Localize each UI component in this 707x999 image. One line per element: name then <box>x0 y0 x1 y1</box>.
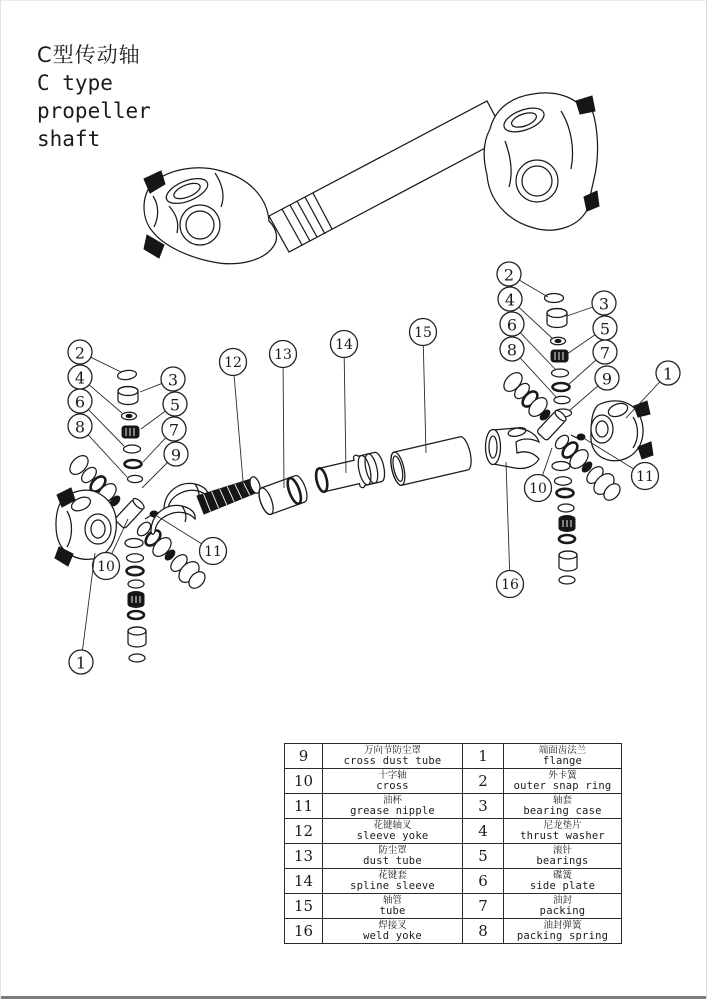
callout-number: 7 <box>168 420 180 440</box>
part-bearing-case <box>118 387 138 405</box>
callout-leader-line <box>91 357 121 372</box>
parts-table-row <box>285 819 622 844</box>
part-name-cell <box>504 769 622 794</box>
callout-number: 11 <box>204 544 222 560</box>
callout-3 <box>567 291 616 316</box>
part-name-chinese: 外卡簧 <box>548 770 577 781</box>
parts-table-row <box>285 769 622 794</box>
callout-number: 4 <box>74 368 86 388</box>
flange-yoke-right <box>591 401 653 461</box>
part-number-cell: 6 <box>463 869 504 894</box>
part-name-chinese: 轴套 <box>552 795 572 806</box>
callout-leader-line <box>283 368 284 489</box>
callout-number: 14 <box>335 337 353 353</box>
part-name-chinese: 防尘罩 <box>378 845 407 856</box>
spline-sleeve <box>313 450 387 498</box>
part-number-cell: 8 <box>463 919 504 944</box>
part-number-cell: 9 <box>285 744 323 769</box>
part-number-cell: 3 <box>463 794 504 819</box>
part-number-cell: 4 <box>463 819 504 844</box>
part-name-chinese: 焊接叉 <box>378 920 407 931</box>
part-name-chinese: 油杯 <box>382 795 402 806</box>
part-number-cell: 10 <box>285 769 323 794</box>
assembled-right-yoke <box>484 93 599 230</box>
title-chinese: C型传动轴 <box>37 43 141 67</box>
assembled-shaft <box>144 93 599 264</box>
part-side-plate <box>552 369 569 377</box>
callout-number: 6 <box>74 392 86 412</box>
callout-1 <box>626 361 680 418</box>
part-name-cell <box>323 744 463 769</box>
callout-number: 12 <box>224 355 242 371</box>
callout-number: 9 <box>170 445 182 465</box>
part-name-english: tube <box>379 905 406 917</box>
part-number-cell: 13 <box>285 844 323 869</box>
callout-leader-line <box>83 553 96 650</box>
part-side-plate <box>124 445 141 453</box>
callout-leader-line <box>519 280 548 297</box>
part-name-chinese: 碟簧 <box>552 870 572 881</box>
parts-table-row <box>285 894 622 919</box>
part-name-english: outer snap ring <box>513 780 612 792</box>
callout-number: 5 <box>169 395 181 415</box>
callout-12 <box>220 349 247 494</box>
part-name-chinese: 轴管 <box>382 895 402 906</box>
parts-table <box>284 743 622 944</box>
assembled-left-yoke <box>144 168 276 264</box>
parts-column-right <box>552 462 577 585</box>
part-name-cell <box>504 919 622 944</box>
callout-16 <box>497 462 524 598</box>
part-number-cell: 12 <box>285 819 323 844</box>
part-name-cell <box>504 794 622 819</box>
parts-table-row <box>285 794 622 819</box>
part-name-chinese: 油封弹簧 <box>543 920 582 931</box>
dust-tube <box>256 474 310 516</box>
part-number-cell: 11 <box>285 794 323 819</box>
callout-number: 6 <box>506 315 518 335</box>
part-name-chinese: 端面齿法兰 <box>538 745 587 756</box>
exploded-middle <box>151 435 474 534</box>
part-grease-nipple <box>571 434 585 440</box>
callout-leader-line <box>506 462 510 571</box>
part-number-cell: 7 <box>463 894 504 919</box>
part-name-chinese: 滚针 <box>552 845 572 856</box>
part-number-cell: 14 <box>285 869 323 894</box>
part-snap-ring <box>117 369 137 381</box>
part-name-english: side plate <box>529 880 596 892</box>
part-name-english: weld yoke <box>363 930 422 942</box>
callout-number: 10 <box>97 559 115 575</box>
part-packing-spring <box>128 475 143 482</box>
callout-number: 1 <box>662 364 674 384</box>
callout-leader-line <box>142 463 168 489</box>
callout-leader-line <box>143 438 166 462</box>
title-english-line1: C type <box>37 71 113 95</box>
part-bearing-case <box>547 309 567 328</box>
part-number-cell: 16 <box>285 919 323 944</box>
part-name-english: bearing case <box>523 805 602 817</box>
part-name-english: cross <box>376 780 409 792</box>
part-name-chinese: 尼龙垫片 <box>543 820 582 831</box>
callout-number: 4 <box>504 290 516 310</box>
part-name-english: thrust washer <box>520 830 605 842</box>
parts-table-row <box>285 744 622 769</box>
part-name-english: bearings <box>536 855 589 867</box>
callout-number: 8 <box>74 417 86 437</box>
part-name-cell <box>323 769 463 794</box>
part-name-cell <box>323 794 463 819</box>
part-number-cell: 15 <box>285 894 323 919</box>
part-name-english: packing <box>539 905 586 917</box>
callout-number: 2 <box>503 265 515 285</box>
callout-number: 8 <box>506 340 518 360</box>
part-name-cell <box>504 819 622 844</box>
callout-leader-line <box>567 307 593 316</box>
part-name-english: cross dust tube <box>343 755 442 767</box>
callout-number: 15 <box>414 325 432 341</box>
callout-14 <box>331 331 358 474</box>
part-needle-bearing <box>122 426 139 438</box>
callout-leader-line <box>567 335 595 354</box>
part-needle-bearing <box>551 350 568 362</box>
parts-table-row <box>285 844 622 869</box>
part-name-english: packing spring <box>516 930 609 942</box>
callout-leader-line <box>568 360 596 385</box>
callout-leader-line <box>234 376 244 494</box>
part-name-english: grease nipple <box>350 805 435 817</box>
title-english-line2: propeller <box>37 99 151 123</box>
part-name-cell <box>323 894 463 919</box>
part-name-cell <box>504 744 622 769</box>
part-name-cell <box>323 844 463 869</box>
part-name-english: sleeve yoke <box>356 830 429 842</box>
shaft-tube <box>388 435 474 486</box>
callout-leader-line <box>344 358 346 474</box>
part-snap-ring <box>545 294 564 303</box>
part-name-cell <box>504 844 622 869</box>
callout-number: 10 <box>529 481 547 497</box>
callout-15 <box>410 319 437 454</box>
part-name-chinese: 万向节防尘罩 <box>363 745 421 756</box>
callout-leader-line <box>543 448 553 475</box>
part-name-cell <box>504 869 622 894</box>
callout-number: 16 <box>501 577 519 593</box>
callout-number: 1 <box>75 653 87 673</box>
parts-table-row <box>285 919 622 944</box>
callout-leader-line <box>140 383 162 392</box>
callout-leader-line <box>89 385 122 413</box>
part-name-english: flange <box>542 755 583 767</box>
callout-number: 5 <box>599 319 611 339</box>
part-number-cell: 2 <box>463 769 504 794</box>
callout-number: 9 <box>601 369 613 389</box>
callout-number: 3 <box>167 370 179 390</box>
callout-number: 7 <box>599 343 611 363</box>
part-name-chinese: 油封 <box>552 895 572 906</box>
part-name-cell <box>323 919 463 944</box>
part-packing <box>553 383 570 391</box>
part-name-chinese: 花键轴叉 <box>373 820 412 831</box>
part-number-cell: 5 <box>463 844 504 869</box>
part-name-chinese: 十字轴 <box>378 770 407 781</box>
title-english-line3: shaft <box>37 127 101 151</box>
part-name-cell <box>323 869 463 894</box>
sleeve-yoke <box>151 476 262 535</box>
part-name-cell <box>323 819 463 844</box>
callout-9 <box>142 442 188 488</box>
diagram-svg <box>1 1 707 741</box>
part-name-cell <box>504 894 622 919</box>
callout-leader-line <box>423 346 426 454</box>
weld-yoke <box>486 426 540 468</box>
part-packing <box>125 460 142 468</box>
part-name-chinese: 花键套 <box>378 870 407 881</box>
part-name-english: dust tube <box>363 855 422 867</box>
callout-number: 13 <box>274 347 292 363</box>
callout-number: 11 <box>636 469 654 485</box>
part-number-cell: 1 <box>463 744 504 769</box>
callout-3 <box>140 367 185 392</box>
callout-number: 3 <box>598 294 610 314</box>
callout-1 <box>69 553 95 674</box>
parts-column-left <box>125 539 146 663</box>
callout-number: 2 <box>74 343 86 363</box>
parts-table-row <box>285 869 622 894</box>
part-name-english: spline sleeve <box>350 880 435 892</box>
part-thrust-washer <box>122 412 137 420</box>
callout-13 <box>270 341 297 489</box>
callout-leader-line <box>569 386 598 411</box>
